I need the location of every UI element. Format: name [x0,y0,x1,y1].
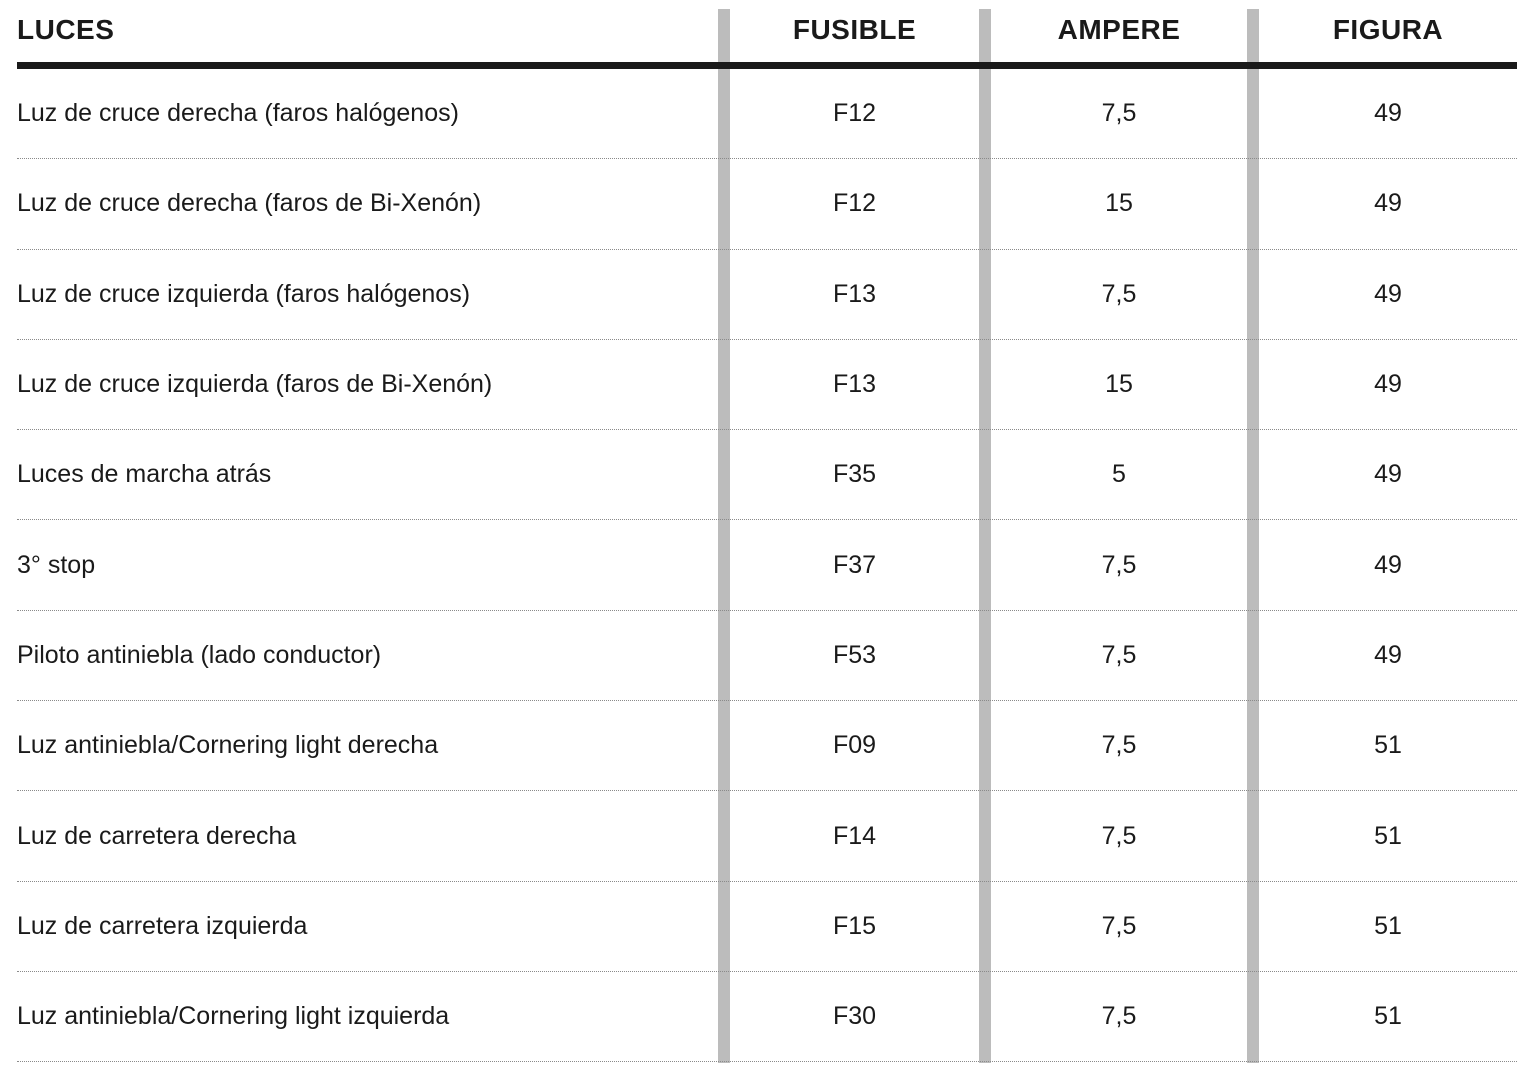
cell-figura: 49 [1374,279,1402,308]
cell-luz: Luz de cruce derecha (faros de Bi-Xenón) [17,189,482,218]
cell-figura: 49 [1374,640,1402,669]
cell-fusible: F35 [832,460,877,489]
cell-ampere: 5 [1112,460,1126,489]
header-fusible: FUSIBLE [792,14,917,45]
table-row [17,882,1517,972]
table-row [17,611,1517,701]
table-row [17,69,1517,159]
header-figura: FIGURA [1332,14,1444,45]
cell-fusible: F53 [832,640,877,669]
cell-figura: 51 [1374,821,1402,850]
cell-figura: 51 [1374,731,1402,760]
cell-luz: 3° stop [17,550,96,579]
cell-luz: Luz de cruce izquierda (faros halógenos) [17,279,471,308]
cell-fusible: F15 [832,911,877,940]
cell-luz: Luz de carretera derecha [17,821,297,850]
table-row [17,159,1517,249]
cell-luz: Luz de cruce derecha (faros halógenos) [17,99,459,128]
cell-figura: 49 [1374,370,1402,399]
table-body [17,69,1517,1062]
cell-ampere: 7,5 [1101,550,1137,579]
cell-figura: 51 [1374,911,1402,940]
table-row [17,701,1517,791]
cell-figura: 49 [1374,189,1402,218]
cell-luz: Luces de marcha atrás [17,460,272,489]
table-row [17,520,1517,610]
cell-figura: 49 [1374,99,1402,128]
cell-figura: 49 [1374,550,1402,579]
cell-fusible: F37 [832,550,877,579]
table-row [17,972,1517,1062]
cell-ampere: 7,5 [1101,99,1137,128]
table-row [17,791,1517,881]
header-ampere: AMPERE [1057,14,1181,45]
cell-luz: Luz antiniebla/Cornering light derecha [17,731,439,760]
cell-ampere: 7,5 [1101,911,1137,940]
cell-ampere: 7,5 [1101,279,1137,308]
table-row [17,250,1517,340]
cell-fusible: F12 [832,189,877,218]
table-row [17,340,1517,430]
header-rule [17,62,1517,69]
cell-luz: Luz de cruce izquierda (faros de Bi-Xenón) [17,370,493,399]
cell-fusible: F13 [832,370,877,399]
cell-luz: Luz antiniebla/Cornering light izquierda [17,1002,450,1031]
cell-ampere: 7,5 [1101,640,1137,669]
cell-fusible: F12 [832,99,877,128]
cell-fusible: F13 [832,279,877,308]
cell-ampere: 15 [1105,370,1133,399]
cell-fusible: F30 [832,1002,877,1031]
cell-luz: Piloto antiniebla (lado conductor) [17,640,382,669]
cell-figura: 49 [1374,460,1402,489]
cell-ampere: 7,5 [1101,731,1137,760]
cell-fusible: F14 [832,821,877,850]
header-luces: LUCES [17,14,115,45]
fuse-table [17,0,1517,1085]
cell-ampere: 7,5 [1101,1002,1137,1031]
table-header [17,0,1517,62]
table-row [17,430,1517,520]
cell-ampere: 15 [1105,189,1133,218]
cell-fusible: F09 [832,731,877,760]
cell-figura: 51 [1374,1002,1402,1031]
cell-luz: Luz de carretera izquierda [17,911,308,940]
cell-ampere: 7,5 [1101,821,1137,850]
